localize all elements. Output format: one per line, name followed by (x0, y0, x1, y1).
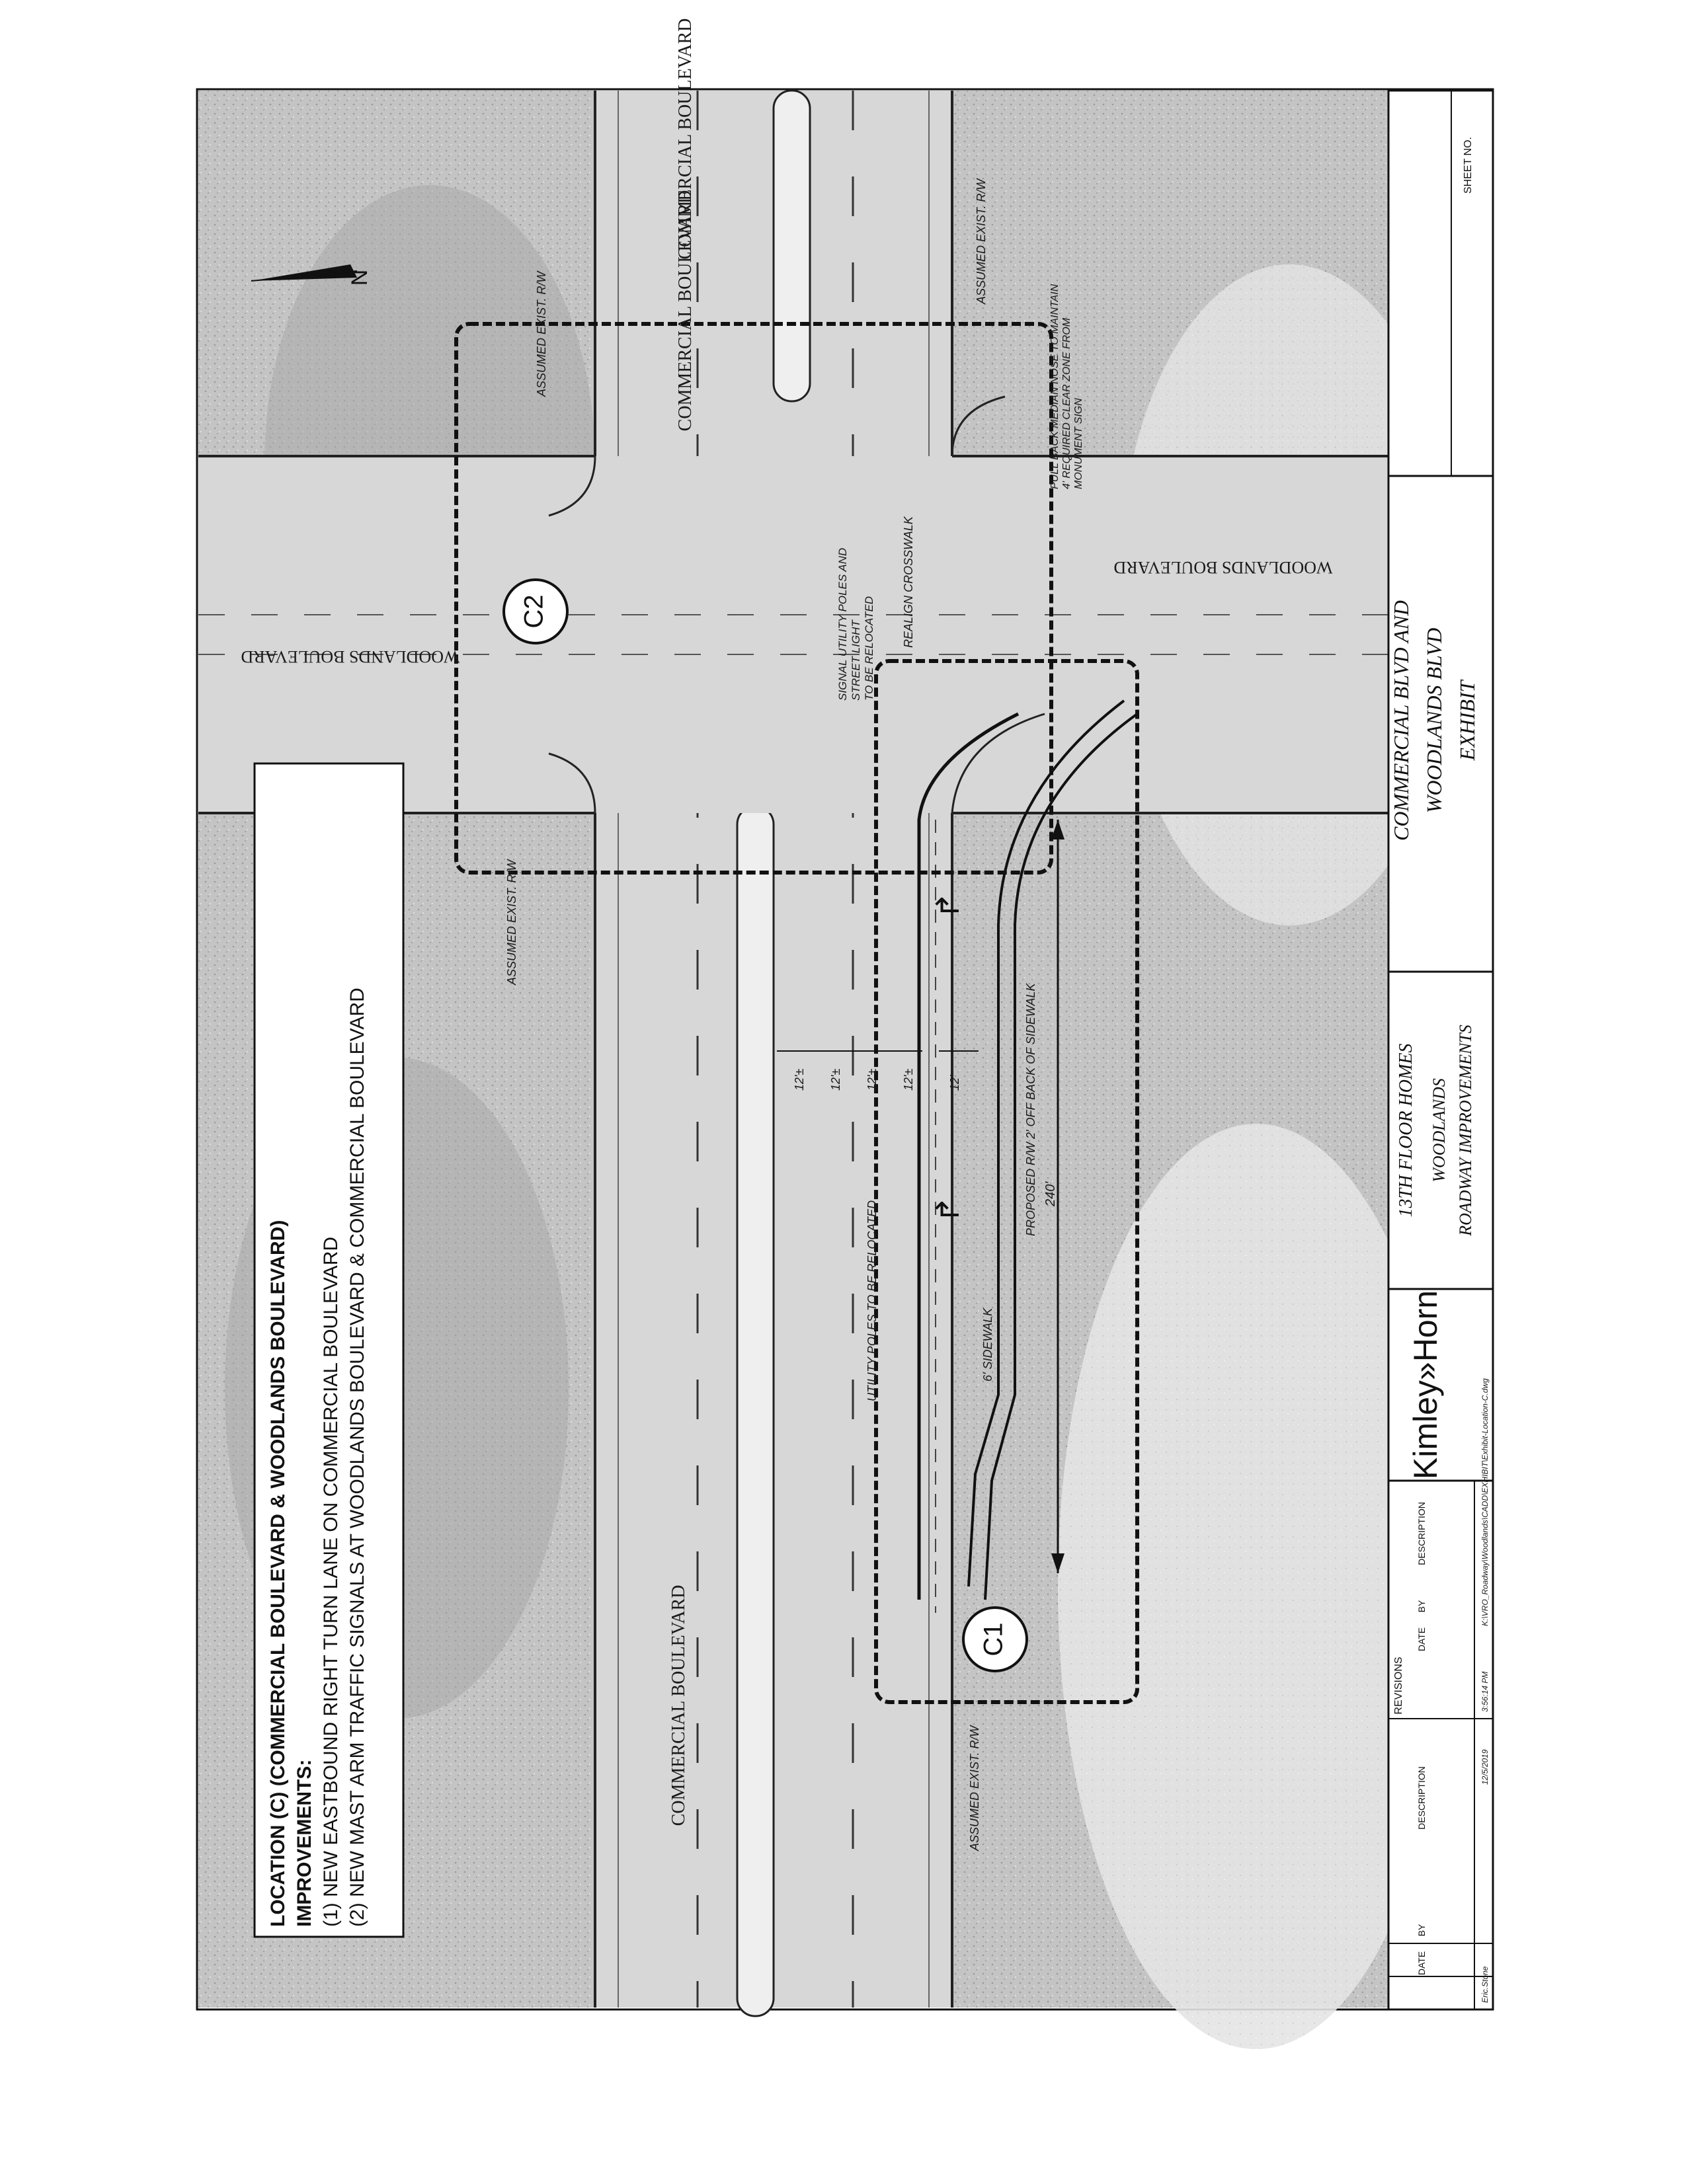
marker-c1 (963, 1608, 1027, 1671)
location-subtitle: IMPROVEMENTS: (294, 1759, 315, 1927)
callout-signal-poles-2: STREET LIGHT (850, 620, 862, 701)
location-title: LOCATION (C) (COMMERCIAL BOULEVARD & WOODLANDS BOULEVARD) (267, 1220, 289, 1927)
marker-c2 (504, 580, 567, 643)
callout-assumed-rw-1: ASSUMED EXIST. R/W (535, 271, 548, 397)
lane-width-label: 12'± (902, 1068, 915, 1091)
callout-median-1: PULL BACK MEDIAN NOSE TO MAINTAIN (1049, 284, 1061, 489)
file-path: K:\VRO_Roadway\Woodlands\CADD\EXHIBIT\Exhibit-Location-C.dwg (1480, 1378, 1490, 1626)
callout-sidewalk: 6' SIDEWALK (981, 1307, 994, 1382)
revisions-col-description-2: DESCRIPTION (1416, 1502, 1427, 1565)
median-south (737, 806, 774, 2016)
road-label-woodlands-south: WOODLANDS BOULEVARD (1113, 558, 1333, 577)
callout-median-3: MONUMENT SIGN (1073, 398, 1084, 489)
median-north (774, 91, 810, 401)
revisions-col-description: DESCRIPTION (1416, 1766, 1427, 1830)
road-label-commercial-right: COMMERCIAL BOULEVARD (675, 190, 696, 432)
road-label-woodlands-north: WOODLANDS BOULEVARD (241, 647, 460, 666)
revisions-col-date-2: DATE (1416, 1627, 1427, 1652)
revisions-col-by-2: BY (1416, 1600, 1427, 1613)
revisions-col-date: DATE (1416, 1951, 1427, 1976)
location-item-2: (2) NEW MAST ARM TRAFFIC SIGNALS AT WOODLANDS BOULEVARD & COMMERCIAL BOULEVARD (346, 988, 368, 1927)
project-name-2: WOODLANDS (1429, 1078, 1449, 1183)
turn-arrow-icon: ↱ (930, 892, 967, 919)
location-notes-box (255, 763, 403, 1937)
svg-text:C2: C2 (519, 594, 549, 629)
road-label-commercial-left: COMMERCIAL BOULEVARD (668, 1584, 689, 1826)
road-label-commercial-top: COMMERCIAL BOULEVARD (675, 18, 696, 260)
location-item-1: (1) NEW EASTBOUND RIGHT TURN LANE ON COMMERCIAL BOULEVARD (320, 1236, 342, 1927)
turn-arrow-icon: ↱ (930, 1196, 967, 1223)
callout-assumed-rw-2: ASSUMED EXIST. R/W (505, 859, 518, 985)
callout-assumed-rw-4: ASSUMED EXIST. R/W (968, 1725, 981, 1851)
plot-date: 12/5/2019 (1480, 1749, 1490, 1785)
sheet-title-1: COMMERCIAL BLVD AND (1389, 600, 1413, 841)
sheet-no-label: SHEET NO. (1463, 137, 1474, 194)
callout-length: 240' (1043, 1181, 1058, 1206)
callout-utility-poles: UTILITY POLES TO BE RELOCATED (865, 1200, 879, 1401)
project-name-3: ROADWAY IMPROVEMENTS (1456, 1025, 1475, 1236)
lane-width-label: 12'± (865, 1068, 879, 1091)
svg-text:N: N (347, 269, 372, 286)
callout-signal-poles-1: SIGNAL UTILITY POLES AND (836, 547, 849, 701)
plot-time: 3:56:14 PM (1480, 1671, 1490, 1712)
revisions-col-by: BY (1416, 1924, 1427, 1937)
callout-proposed-rw: PROPOSED R/W 2' OFF BACK OF SIDEWALK (1024, 983, 1037, 1236)
revisions-label: REVISIONS (1393, 1657, 1404, 1715)
project-name-1: 13TH FLOOR HOMES (1396, 1043, 1416, 1218)
kimley-horn-logo: Kimley»Horn (1407, 1290, 1445, 1480)
callout-signal-poles-3: TO BE RELOCATED (863, 596, 875, 701)
author-label: Eric.Stone (1480, 1966, 1490, 2003)
lane-width-label: 12' (948, 1075, 961, 1091)
callout-assumed-rw-3: ASSUMED EXIST. R/W (975, 178, 988, 304)
lane-width-label: 12'± (829, 1068, 842, 1091)
svg-text:C1: C1 (979, 1622, 1008, 1657)
sheet-title-3: EXHIBIT (1455, 680, 1479, 761)
woodlands-boulevard-road (198, 456, 1388, 813)
callout-median-2: 4' REQUIRED CLEAR ZONE FROM (1061, 317, 1072, 489)
sheet-title-2: WOODLANDS BLVD (1422, 627, 1446, 814)
callout-realign-crosswalk: REALIGN CROSSWALK (902, 516, 915, 648)
lane-width-label: 12'± (793, 1068, 806, 1091)
